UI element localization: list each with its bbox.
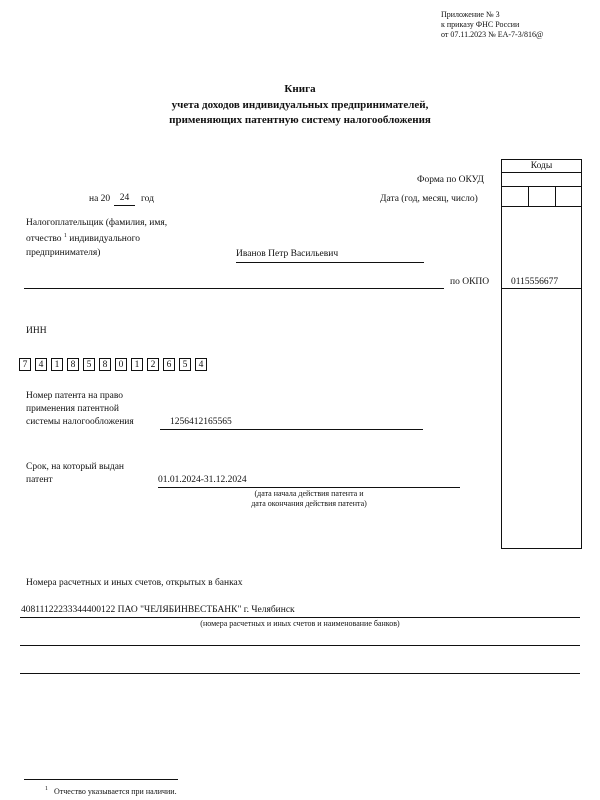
codes-table: [501, 159, 582, 549]
inn-digit: 8: [67, 358, 79, 371]
inn-digit: 0: [115, 358, 127, 371]
year-underline: [114, 205, 135, 206]
patent-number-underline: [160, 429, 423, 430]
codes-okud-divider: [501, 186, 582, 187]
taxpayer-label-line-1: Налогоплательщик (фамилия, имя,: [26, 218, 168, 228]
patent-label-line-1: Номер патента на право: [26, 391, 124, 401]
codes-header: Коды: [530, 161, 553, 171]
appendix-line-3: от 07.11.2023 № ЕА-7-3/816@: [441, 30, 544, 39]
codes-date-divider: [501, 206, 582, 207]
taxpayer-name: Иванов Петр Васильевич: [236, 249, 339, 259]
accounts-underline-1: [20, 617, 580, 618]
term-value: 01.01.2024-31.12.2024: [158, 475, 247, 485]
taxpayer-label-line-3: предпринимателя): [26, 248, 101, 258]
year-suffix: год: [141, 194, 154, 204]
term-value-underline: [158, 487, 460, 488]
date-label: Дата (год, месяц, число): [380, 194, 478, 204]
page-title: Книга: [284, 83, 316, 95]
term-caption-line-1: (дата начала действия патента и: [254, 489, 364, 498]
accounts-value: 40811122233344400122 ПАО "ЧЕЛЯБИНВЕСТБАНК" г. Челябинск: [21, 605, 295, 615]
patent-label-line-3: системы налогообложения: [26, 417, 134, 427]
footnote-text: Отчество указывается при наличии.: [54, 786, 177, 796]
inn-digit: 4: [35, 358, 47, 371]
footnote-ref: 1: [63, 233, 67, 239]
patent-label-line-2: применения патентной: [26, 404, 119, 414]
footnote-mark: 1: [45, 786, 48, 792]
taxpayer-label-line-2: [26, 233, 140, 244]
page-subtitle-line-2: применяющих патентную систему налогообложения: [169, 114, 431, 126]
okud-label: Форма по ОКУД: [417, 175, 484, 185]
accounts-underline-3: [20, 673, 580, 674]
okpo-divider: [501, 288, 582, 289]
accounts-underline-2: [20, 645, 580, 646]
accounts-label: Номера расчетных и иных счетов, открытых в банках: [26, 578, 243, 588]
page-subtitle-line-1: учета доходов индивидуальных предпринимателей,: [171, 99, 429, 111]
term-label-line-2: патент: [26, 475, 53, 485]
inn-digit: 2: [147, 358, 159, 371]
inn-digit: 5: [83, 358, 95, 371]
inn-digit: 6: [163, 358, 175, 371]
inn-digit: 1: [51, 358, 63, 371]
inn-digit: 1: [131, 358, 143, 371]
inn-digit: 4: [195, 358, 207, 371]
appendix-line-2: к приказу ФНС России: [441, 20, 520, 29]
taxpayer-label-otchestvo: отчество: [26, 234, 62, 245]
footnote-separator: [24, 779, 178, 780]
taxpayer-label-ip: индивидуального: [69, 234, 141, 245]
inn-digit: 8: [99, 358, 111, 371]
codes-header-divider: [501, 172, 582, 173]
inn-digit: 7: [19, 358, 31, 371]
inn-cells: [19, 358, 211, 371]
year-prefix: на 20: [89, 194, 111, 204]
year-value: 24: [119, 193, 130, 203]
inn-digit: 5: [179, 358, 191, 371]
patent-number: 1256412165565: [170, 417, 232, 427]
accounts-caption: (номера расчетных и иных счетов и наименование банков): [200, 619, 400, 628]
footnote: [45, 786, 177, 796]
okpo-value: 0115556677: [511, 277, 559, 287]
codes-date-separator-2: [555, 186, 556, 206]
term-label-line-1: Срок, на который выдан: [26, 462, 125, 472]
appendix-line-1: Приложение № 3: [441, 10, 500, 19]
okpo-label: по ОКПО: [450, 277, 490, 287]
codes-date-separator-1: [528, 186, 529, 206]
taxpayer-full-underline: [24, 288, 444, 289]
term-caption-line-2: дата окончания действия патента): [251, 499, 367, 508]
inn-label: ИНН: [26, 326, 47, 336]
taxpayer-name-underline: [236, 262, 424, 263]
